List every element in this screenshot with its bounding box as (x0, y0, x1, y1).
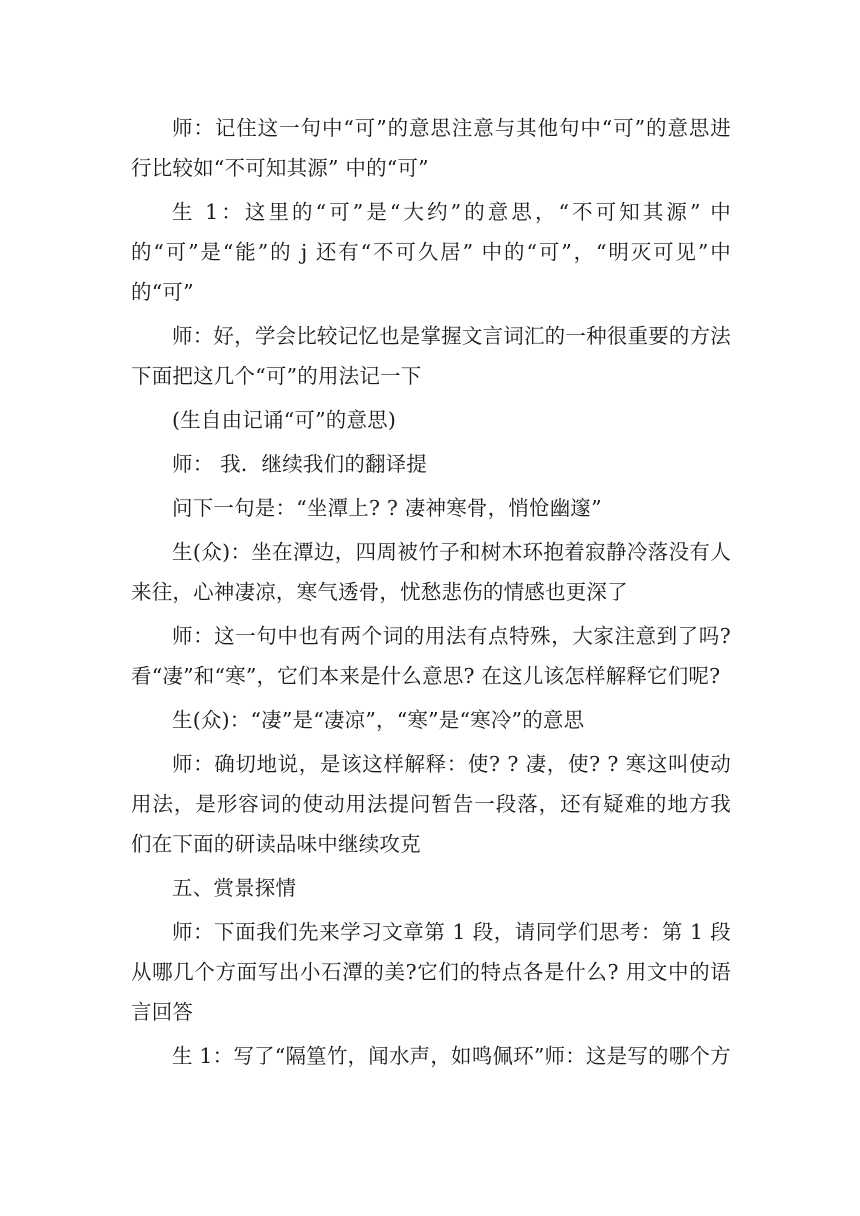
document-page (131, 108, 731, 1080)
paragraph-10: 师：确切地说，是该这样解释：使? ? 凄，使? ? 寒这叫使动用法，是形容词的使动用法提问暂告一段落，还有疑难的地方我们在下面的研读品味中继续攻克 (131, 752, 731, 856)
paragraph-3: 师：好，学会比较记忆也是掌握文言词汇的一种很重要的方法下面把这几个“可”的用法记一下 (131, 324, 731, 388)
paragraph-4: (生自由记诵“可”的意思) (172, 408, 397, 432)
paragraph-6: 问下一句是：“坐潭上? ? 凄神寒骨，悄怆幽邃” (172, 496, 602, 520)
paragraph-8: 师：这一句中也有两个词的用法有点特殊，大家注意到了吗?看“凄”和“寒”，它们本来是什么意思? 在这儿该怎样解释它们呢? (131, 624, 731, 688)
paragraph-5: 师： 我．继续我们的翻译提 (172, 452, 428, 476)
section-heading: 五、赏景探情 (172, 876, 297, 900)
paragraph-7: 生(众)：坐在潭边，四周被竹子和树木环抱着寂静冷落没有人来往，心神凄凉，寒气透骨，忧愁悲伤的情感也更深了 (131, 540, 731, 604)
paragraph-2: 生 1：这里的“可”是“大约”的意思，“不可知其源” 中的“可”是“能”的 j 还有“不可久居” 中的“可”，“明灭可见”中的“可” (131, 200, 731, 304)
paragraph-9: 生(众)：“凄”是“凄凉”，“寒”是“寒冷”的意思 (172, 708, 585, 732)
paragraph-1: 师：记住这一句中“可”的意思注意与其他句中“可”的意思进行比较如“不可知其源” 中的“可” (131, 116, 731, 180)
paragraph-12: 师：下面我们先来学习文章第 1 段，请同学们思考：第 1 段从哪几个方面写出小石潭的美?它们的特点各是什么? 用文中的语言回答 (131, 920, 731, 1024)
paragraph-13: 生 1：写了“隔篁竹，闻水声，如鸣佩环”师：这是写的哪个方 (172, 1044, 731, 1068)
